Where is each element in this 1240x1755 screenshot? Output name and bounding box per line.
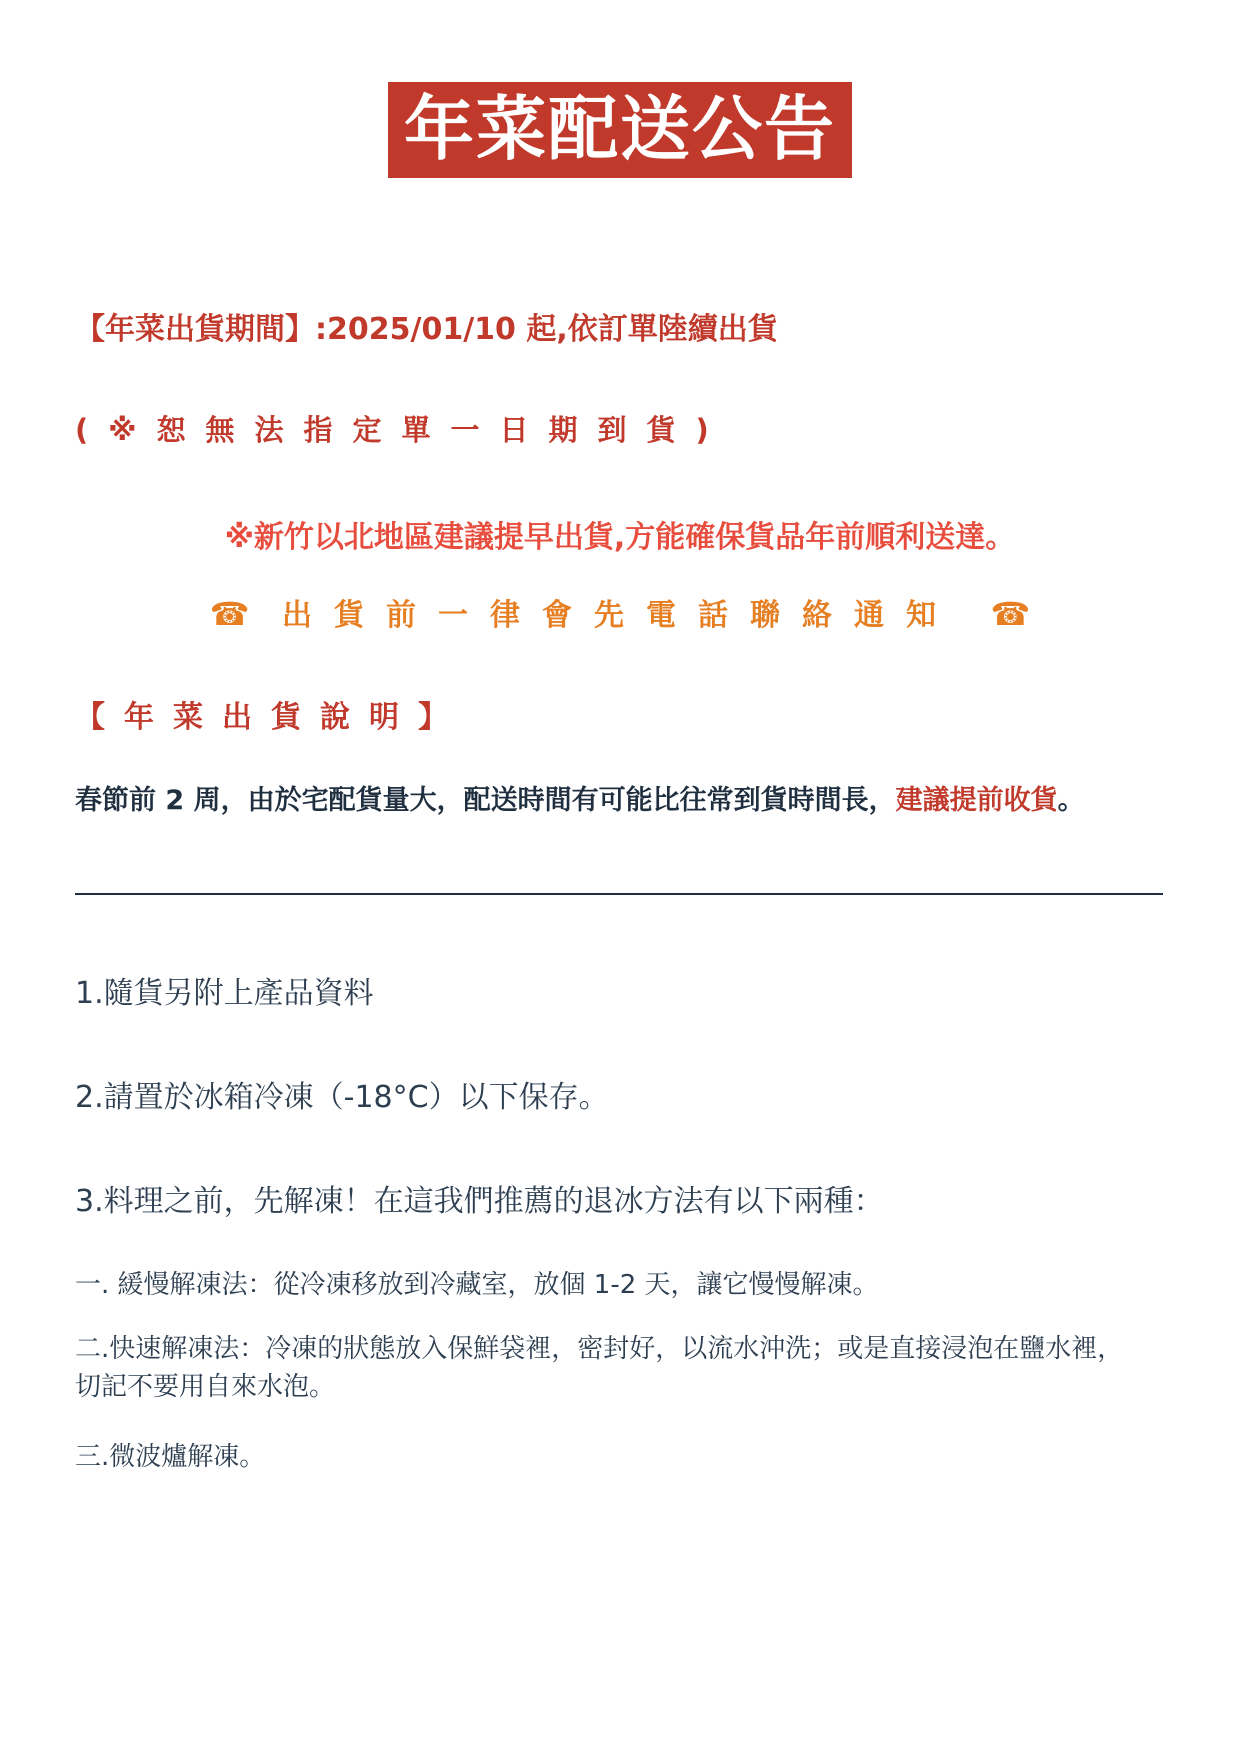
list-item: 1.隨貨另附上產品資料 xyxy=(75,976,374,1011)
thaw-method: 一. 緩慢解凍法：從冷凍移放到冷藏室，放個 1-2 天，讓它慢慢解凍。 xyxy=(75,1270,879,1300)
no-date-note: (※恕無法指定單一日期到貨) xyxy=(75,413,729,447)
spring-note xyxy=(75,778,1085,817)
phone-notice xyxy=(0,590,1240,634)
thaw-method: 二.快速解凍法：冷凍的狀態放入保鮮袋裡，密封好，以流水沖洗；或是直接浸泡在鹽水裡，切記不要用自來水泡。 xyxy=(75,1334,1124,1402)
title-wrap xyxy=(0,82,1240,178)
hsinchu-note: ※新竹以北地區建議提早出貨,方能確保貨品年前順利送達。 xyxy=(224,520,1016,555)
phone-notice-text: 出貨前一律會先電話聯絡通知 xyxy=(282,598,958,633)
list-item: 3.料理之前，先解凍！在這我們推薦的退冰方法有以下兩種： xyxy=(75,1184,884,1219)
shipping-period: 【年菜出貨期間】:2025/01/10 起,依訂單陸續出貨 xyxy=(75,312,778,347)
phone-icon: ☎ xyxy=(209,595,250,633)
spring-note-end: 。 xyxy=(1057,785,1085,816)
page-title: 年菜配送公告 xyxy=(388,82,852,178)
thaw-method: 三.微波爐解凍。 xyxy=(75,1442,266,1472)
spring-note-text: 春節前 2 周，由於宅配貨量大，配送時間有可能比往常到貨時間長， xyxy=(75,785,896,816)
section-title: 【年菜出貨說明】 xyxy=(75,700,467,735)
list-item: 2.請置於冰箱冷凍（-18°C）以下保存。 xyxy=(75,1080,609,1115)
spring-note-highlight: 建議提前收貨 xyxy=(895,785,1058,816)
phone-icon: ☎ xyxy=(990,595,1031,633)
divider xyxy=(75,893,1163,895)
